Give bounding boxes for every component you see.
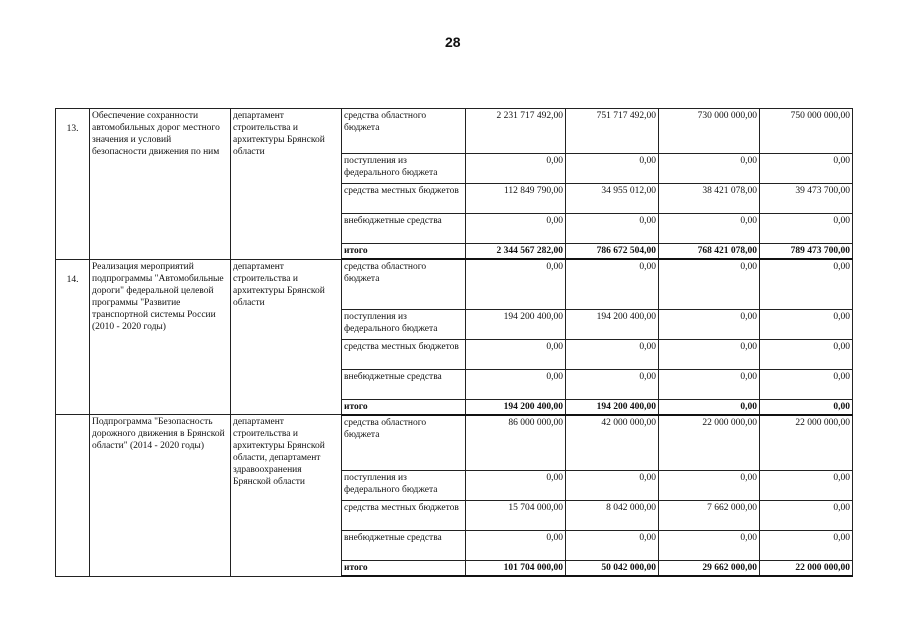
amount-cell: 0,00 [659, 154, 760, 184]
amount-cell: 0,00 [760, 309, 853, 339]
amount-cell: 29 662 000,00 [659, 561, 760, 577]
amount-cell: 0,00 [566, 259, 659, 309]
row-number: 13. [56, 109, 90, 260]
amount-cell: 194 200 400,00 [566, 309, 659, 339]
measure-name: Реализация мероприятий подпрограммы "Автомобильные дороги" федеральной целевой программы "Развитие транспортной системы России (2010 - 2020 годы) [90, 259, 231, 415]
amount-cell: 2 344 567 282,00 [466, 244, 566, 260]
amount-cell: 0,00 [466, 471, 566, 501]
amount-cell: 15 704 000,00 [466, 501, 566, 531]
executor: департамент строительства и архитектуры Брянской области, департамент здравоохранения Брянской области [231, 415, 342, 577]
amount-cell: 0,00 [760, 501, 853, 531]
table-row [56, 109, 853, 154]
amount-cell: 2 231 717 492,00 [466, 109, 566, 154]
amount-cell: 0,00 [659, 531, 760, 561]
amount-cell: 0,00 [466, 214, 566, 244]
amount-cell: 0,00 [566, 531, 659, 561]
amount-cell: 194 200 400,00 [466, 399, 566, 415]
amount-cell: 730 000 000,00 [659, 109, 760, 154]
amount-cell: 8 042 000,00 [566, 501, 659, 531]
funding-source: внебюджетные средства [342, 531, 466, 561]
amount-cell: 0,00 [466, 259, 566, 309]
amount-cell: 0,00 [760, 399, 853, 415]
funding-source: внебюджетные средства [342, 214, 466, 244]
amount-cell: 0,00 [659, 471, 760, 501]
amount-cell: 194 200 400,00 [566, 399, 659, 415]
table-row [56, 415, 853, 471]
amount-cell: 789 473 700,00 [760, 244, 853, 260]
row-number [56, 415, 90, 577]
page-number: 28 [445, 34, 461, 50]
amount-cell: 194 200 400,00 [466, 309, 566, 339]
amount-cell: 112 849 790,00 [466, 184, 566, 214]
amount-cell: 0,00 [466, 531, 566, 561]
amount-cell: 768 421 078,00 [659, 244, 760, 260]
amount-cell: 0,00 [659, 214, 760, 244]
amount-cell: 0,00 [760, 471, 853, 501]
amount-cell: 38 421 078,00 [659, 184, 760, 214]
amount-cell: 22 000 000,00 [659, 415, 760, 471]
amount-cell: 0,00 [466, 154, 566, 184]
amount-cell: 0,00 [659, 309, 760, 339]
amount-cell: 0,00 [760, 531, 853, 561]
table-row [56, 259, 853, 309]
amount-cell: 0,00 [760, 369, 853, 399]
funding-source: средства местных бюджетов [342, 501, 466, 531]
funding-source: поступления из федерального бюджета [342, 154, 466, 184]
executor: департамент строительства и архитектуры Брянской области [231, 109, 342, 260]
amount-cell: 750 000 000,00 [760, 109, 853, 154]
amount-cell: 0,00 [760, 339, 853, 369]
amount-cell: 0,00 [760, 259, 853, 309]
amount-cell: 0,00 [659, 399, 760, 415]
amount-cell: 0,00 [566, 154, 659, 184]
funding-source: средства местных бюджетов [342, 184, 466, 214]
funding-source: поступления из федерального бюджета [342, 309, 466, 339]
amount-cell: 0,00 [659, 339, 760, 369]
amount-cell: 42 000 000,00 [566, 415, 659, 471]
amount-cell: 0,00 [566, 339, 659, 369]
funding-source: итого [342, 399, 466, 415]
amount-cell: 101 704 000,00 [466, 561, 566, 577]
amount-cell: 0,00 [466, 339, 566, 369]
amount-cell: 22 000 000,00 [760, 415, 853, 471]
amount-cell: 751 717 492,00 [566, 109, 659, 154]
amount-cell: 0,00 [466, 369, 566, 399]
funding-source: средства местных бюджетов [342, 339, 466, 369]
amount-cell: 0,00 [566, 214, 659, 244]
amount-cell: 34 955 012,00 [566, 184, 659, 214]
amount-cell: 50 042 000,00 [566, 561, 659, 577]
row-number: 14. [56, 259, 90, 415]
amount-cell: 0,00 [566, 369, 659, 399]
measure-name: Подпрограмма "Безопасность дорожного движения в Брянской области" (2014 - 2020 годы) [90, 415, 231, 577]
measure-name: Обеспечение сохранности автомобильных дорог местного значения и условий безопасности движения по ним [90, 109, 231, 260]
amount-cell: 7 662 000,00 [659, 501, 760, 531]
funding-source: итого [342, 244, 466, 260]
executor: департамент строительства и архитектуры Брянской области [231, 259, 342, 415]
table-body [56, 109, 853, 577]
funding-source: поступления из федерального бюджета [342, 471, 466, 501]
amount-cell: 0,00 [566, 471, 659, 501]
funding-source: внебюджетные средства [342, 369, 466, 399]
funding-source: итого [342, 561, 466, 577]
funding-source: средства областного бюджета [342, 109, 466, 154]
budget-table [55, 108, 853, 577]
amount-cell: 0,00 [760, 154, 853, 184]
amount-cell: 0,00 [659, 369, 760, 399]
amount-cell: 786 672 504,00 [566, 244, 659, 260]
funding-source: средства областного бюджета [342, 415, 466, 471]
amount-cell: 86 000 000,00 [466, 415, 566, 471]
amount-cell: 0,00 [760, 214, 853, 244]
amount-cell: 39 473 700,00 [760, 184, 853, 214]
funding-source: средства областного бюджета [342, 259, 466, 309]
amount-cell: 22 000 000,00 [760, 561, 853, 577]
amount-cell: 0,00 [659, 259, 760, 309]
